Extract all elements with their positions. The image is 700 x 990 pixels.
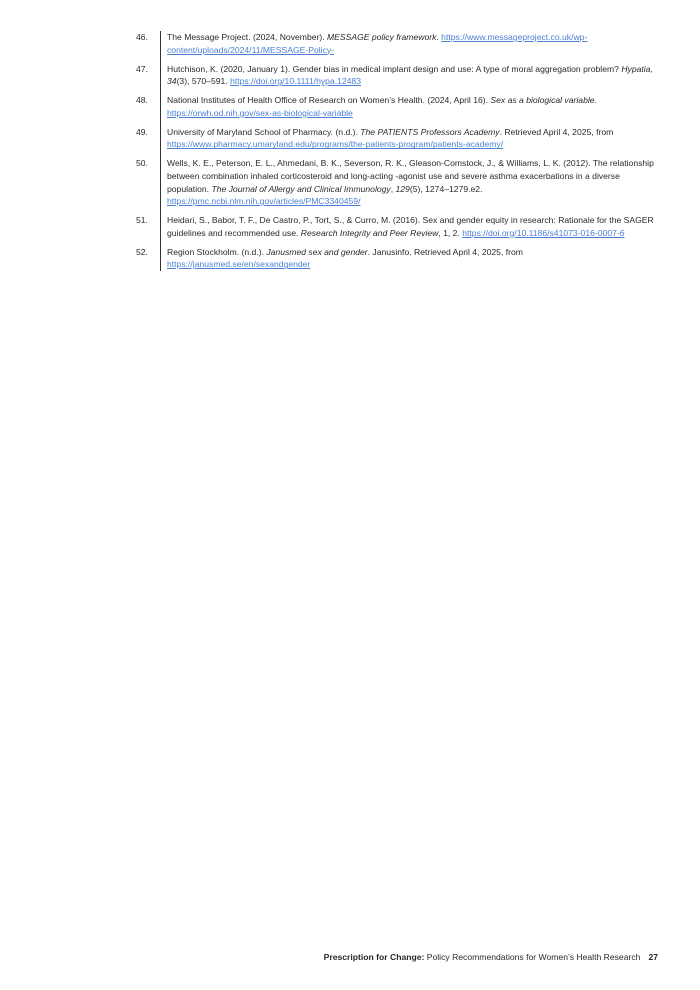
reference-number: 52. bbox=[136, 246, 148, 257]
reference-number: 51. bbox=[136, 215, 148, 226]
page-number: 27 bbox=[648, 952, 658, 962]
reference-item-52 bbox=[136, 246, 656, 271]
reference-link[interactable]: https://janusmed.se/en/sexandgender bbox=[167, 259, 311, 270]
reference-item-46 bbox=[136, 31, 656, 56]
reference-link[interactable]: https://pmc.ncbi.nlm.nih.gov/articles/PMC3340459/ bbox=[167, 196, 361, 207]
reference-text: Hutchison, K. (2020, January 1). Gender bias in medical implant design and use: A type of moral aggregation problem? Hypatia, 34(3), 570–591. https://doi.org/10.1111/hypa.12483 bbox=[167, 63, 653, 87]
reference-link[interactable]: https://orwh.od.nih.gov/sex-as-biological-variable bbox=[167, 107, 353, 118]
reference-text: Region Stockholm. (n.d.). Janusmed sex and gender. Janusinfo. Retrieved April 4, 2025, from https://janusmed.se/en/sexandgender bbox=[167, 246, 523, 270]
reference-item-51 bbox=[136, 214, 656, 239]
reference-item-48 bbox=[136, 94, 656, 119]
reference-number: 49. bbox=[136, 126, 148, 137]
reference-item-49 bbox=[136, 126, 656, 151]
reference-text: Heidari, S., Babor, T. F., De Castro, P., Tort, S., & Curro, M. (2016). Sex and gender equity in research: Rationale for the SAGER guidelines and recommended use. Research Integrity and Peer Review, 1, 2. https://doi.org/10.1186/s41073-016-0007-6 bbox=[167, 215, 654, 238]
reference-number: 46. bbox=[136, 32, 148, 42]
reference-item-47 bbox=[136, 63, 656, 88]
reference-number: 47. bbox=[136, 63, 148, 74]
reference-link[interactable]: https://doi.org/10.1111/hypa.12483 bbox=[230, 76, 361, 87]
footer-subtitle: Policy Recommendations for Women’s Health Research bbox=[424, 952, 641, 962]
footer-title: Prescription for Change: bbox=[323, 952, 425, 962]
reference-link[interactable]: https://doi.org/10.1186/s41073-016-0007-6 bbox=[462, 227, 625, 238]
reference-text: National Institutes of Health Office of Research on Women’s Health. (2024, April 16). Sex as a biological variable. https://orwh.od.nih.gov/sex-as-biological-variable bbox=[167, 95, 597, 118]
reference-link[interactable]: https://www.messageproject.co.uk/wp-content/uploads/2024/11/MESSAGE-Policy- bbox=[167, 32, 588, 55]
reference-text: University of Maryland School of Pharmacy. (n.d.). The PATIENTS Professors Academy. Retrieved April 4, 2025, from https://www.pharmacy.umaryland.edu/programs/the-patients-program/patients-academy/ bbox=[167, 126, 614, 150]
reference-list bbox=[136, 31, 656, 271]
reference-item-50 bbox=[136, 157, 656, 207]
reference-text: The Message Project. (2024, November). MESSAGE policy framework. https://www.messageproject.co.uk/wp-content/uploads/2024/11/MESSAGE-Policy- bbox=[167, 32, 588, 55]
reference-number: 48. bbox=[136, 95, 148, 106]
reference-link[interactable]: https://www.pharmacy.umaryland.edu/programs/the-patients-program/patients-academy/ bbox=[167, 139, 504, 150]
reference-text: Wells, K. E., Peterson, E. L., Ahmedani, B. K., Severson, R. K., Gleason-Comstock, J., & Williams, L. K. (2012). The relationship between combination inhaled corticosteroid and long-acting -agonist use and severe asthma exacerbations in a diverse population. The Journal of Allergy and Clinical Immunology, 129(5), 1274–1279.e2. https://pmc.ncbi.nlm.nih.gov/articles/PMC3340459/ bbox=[167, 158, 654, 207]
page-footer bbox=[324, 951, 658, 963]
reference-number: 50. bbox=[136, 158, 148, 169]
